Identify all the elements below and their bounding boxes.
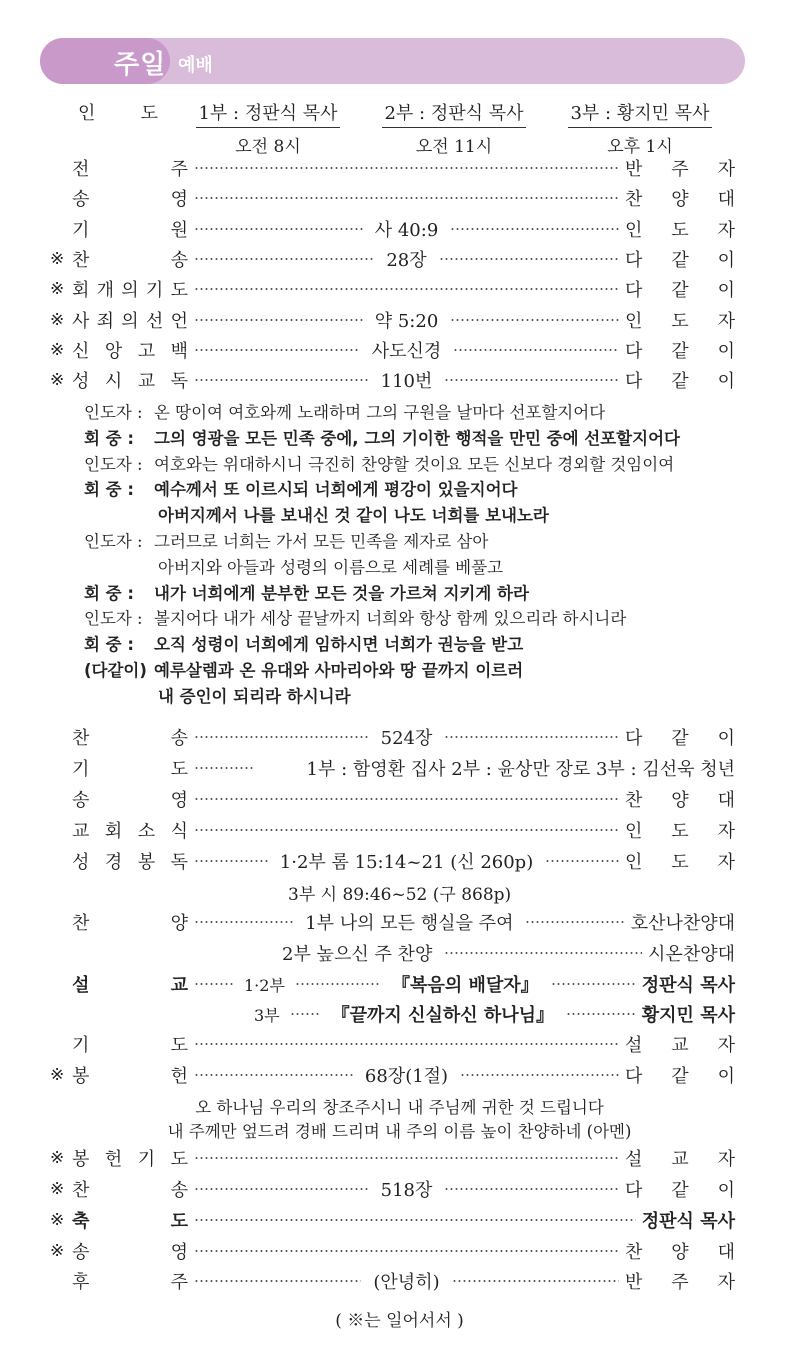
order-item: ※ 신 앙 고 백 사도신경 다 같 이 — [50, 335, 735, 365]
reading-line: 인도자 : 여호와는 위대하시니 극진히 찬양할 것이요 모든 신보다 경외할 것임이여 — [84, 454, 675, 474]
reading-line: 아버지께서 나를 보내신 것 같이 나도 너희를 보내노라 — [158, 506, 549, 526]
item-title: 성 시 교 독 — [72, 371, 188, 393]
order-benediction: ※ 축 도 정판식 목사 — [50, 1210, 735, 1232]
item-performer: 인 도 자 — [625, 219, 735, 241]
order-sermon: 설 교 1·2부 『복음의 배달자』 정판식 목사 — [72, 975, 735, 996]
order-praise: 송 영 찬 양 대 — [72, 790, 735, 811]
order-item: ※ 회 개 의 기 도 다 같 이 — [50, 274, 735, 304]
reading-line: 인도자 : 볼지어다 내가 세상 끝날까지 너희와 항상 함께 있으리라 하시니라 — [84, 609, 627, 629]
item-detail: 110번 — [380, 371, 433, 393]
order-item — [50, 183, 735, 213]
order-news: 교 회 소 식 인 도 자 — [72, 821, 735, 842]
order-item — [50, 214, 735, 244]
item-detail: 사도신경 — [371, 340, 442, 362]
reading-line: 회 중 : 오직 성령이 너희에게 임하시면 너희가 권능을 받고 — [84, 635, 524, 655]
order-item: ※ 사 죄 의 선 언 약 5:20 인 도 자 — [50, 305, 735, 335]
order-anthem: 찬 양 1부 나의 모든 행실을 주여 호산나찬양대 — [72, 913, 736, 934]
item-performer: 반 주 자 — [625, 159, 735, 180]
item-detail: 28장 — [386, 249, 427, 271]
header-title-sub: 예배 — [178, 55, 213, 76]
order-offering-prayer: ※ 봉 헌 기 도 설 교 자 — [50, 1148, 735, 1170]
footer-note: ( ※는 일어서서 ) — [335, 1311, 464, 1331]
item-title: 전 주 — [72, 159, 188, 180]
item-detail: 사 40:9 — [374, 219, 439, 241]
reading-line: 회 중 : 내가 너희에게 분부한 모든 것을 가르쳐 지키게 하라 — [84, 583, 529, 603]
reading-line: 회 중 : 그의 영광을 모든 민족 중에, 그의 기이한 행적을 만민 중에 선포할지어다 — [84, 428, 680, 448]
order-postlude: 후 주 (안녕히) 반 주 자 — [72, 1272, 735, 1293]
order-prayer: 기 도 1부 : 함영환 집사 2부 : 윤상만 장로 3부 : 김선욱 청년 — [72, 759, 735, 780]
leader-label: 인 도 — [78, 103, 158, 124]
order-hymn-2: ※ 찬 송 518장 다 같 이 — [50, 1179, 735, 1201]
item-detail: 약 5:20 — [374, 310, 439, 332]
item-title: 찬 송 — [72, 249, 188, 271]
order-hymn-1: 찬 송 524장 다 같 이 — [50, 722, 735, 752]
section-header — [40, 38, 745, 84]
item-performer: 다 같 이 — [625, 371, 735, 393]
item-performer: 다 같 이 — [625, 340, 735, 362]
reading-line: 회 중 : 예수께서 또 이르시되 너희에게 평강이 있을지어다 — [84, 480, 518, 500]
leader-service-3: 3부 : 황지민 목사 오후 1시 — [568, 99, 712, 157]
order-anthem-sub: 2부 높으신 주 찬양 시온찬양대 — [282, 944, 735, 965]
reading-line: 인도자 : 온 땅이여 여호와께 노래하며 그의 구원을 날마다 선포할지어다 — [84, 403, 606, 422]
leader-service-2: 2부 : 정판식 목사 오전 11시 — [382, 99, 526, 157]
order-item — [50, 153, 735, 183]
order-scripture: 성 경 봉 독 1·2부 롬 15:14~21 (신 260p) 인 도 자 — [72, 852, 735, 873]
offering-lyric-2: 내 주께만 엎드려 경배 드리며 내 주의 이름 높이 찬양하네 (아멘) — [167, 1122, 632, 1141]
reading-line: 아버지와 아들과 성령의 이름으로 세례를 베풀고 — [158, 557, 504, 577]
order-sermon-sub: 3부 『끝까지 신실하신 하나님』 황지민 목사 — [254, 1005, 735, 1026]
item-performer: 인 도 자 — [625, 310, 735, 332]
item-performer: 다 같 이 — [625, 280, 735, 302]
reading-line: 인도자 : 그러므로 너희는 가서 모든 민족을 제자로 삼아 — [84, 532, 489, 551]
order-offering: ※ 봉 헌 68장(1절) 다 같 이 — [50, 1065, 735, 1087]
order-doxology: ※ 송 영 찬 양 대 — [50, 1241, 735, 1263]
item-title: 찬 송 — [72, 728, 188, 749]
leader-service-1: 1부 : 정판식 목사 오전 8시 — [196, 99, 340, 157]
item-performer: 다 같 이 — [625, 249, 735, 271]
offering-lyric-1: 오 하나님 우리의 창조주시니 내 주님께 귀한 것 드립니다 — [195, 1098, 604, 1117]
leader-row — [0, 95, 799, 155]
item-title: 송 영 — [72, 189, 188, 211]
item-title: 회 개 의 기 도 — [72, 280, 188, 302]
header-title-main: 주일 — [114, 50, 167, 80]
item-title: 기 원 — [72, 219, 188, 241]
reading-line: (다같이) 예루살렘과 온 유대와 사마리아와 땅 끝까지 이르러 — [84, 661, 524, 680]
item-title: 사 죄 의 선 언 — [72, 310, 188, 332]
order-item: ※ 성 시 교 독 110번 다 같 이 — [50, 365, 735, 395]
order-prayer-2: 기 도 설 교 자 — [72, 1035, 735, 1056]
reading-line: 내 증인이 되리라 하시니라 — [158, 686, 351, 706]
scripture-sub: 3부 시 89:46~52 (구 868p) — [288, 885, 512, 905]
item-performer: 찬 양 대 — [625, 189, 735, 211]
item-title: 신 앙 고 백 — [72, 340, 188, 362]
order-item: ※ 찬 송 28장 다 같 이 — [50, 244, 735, 274]
